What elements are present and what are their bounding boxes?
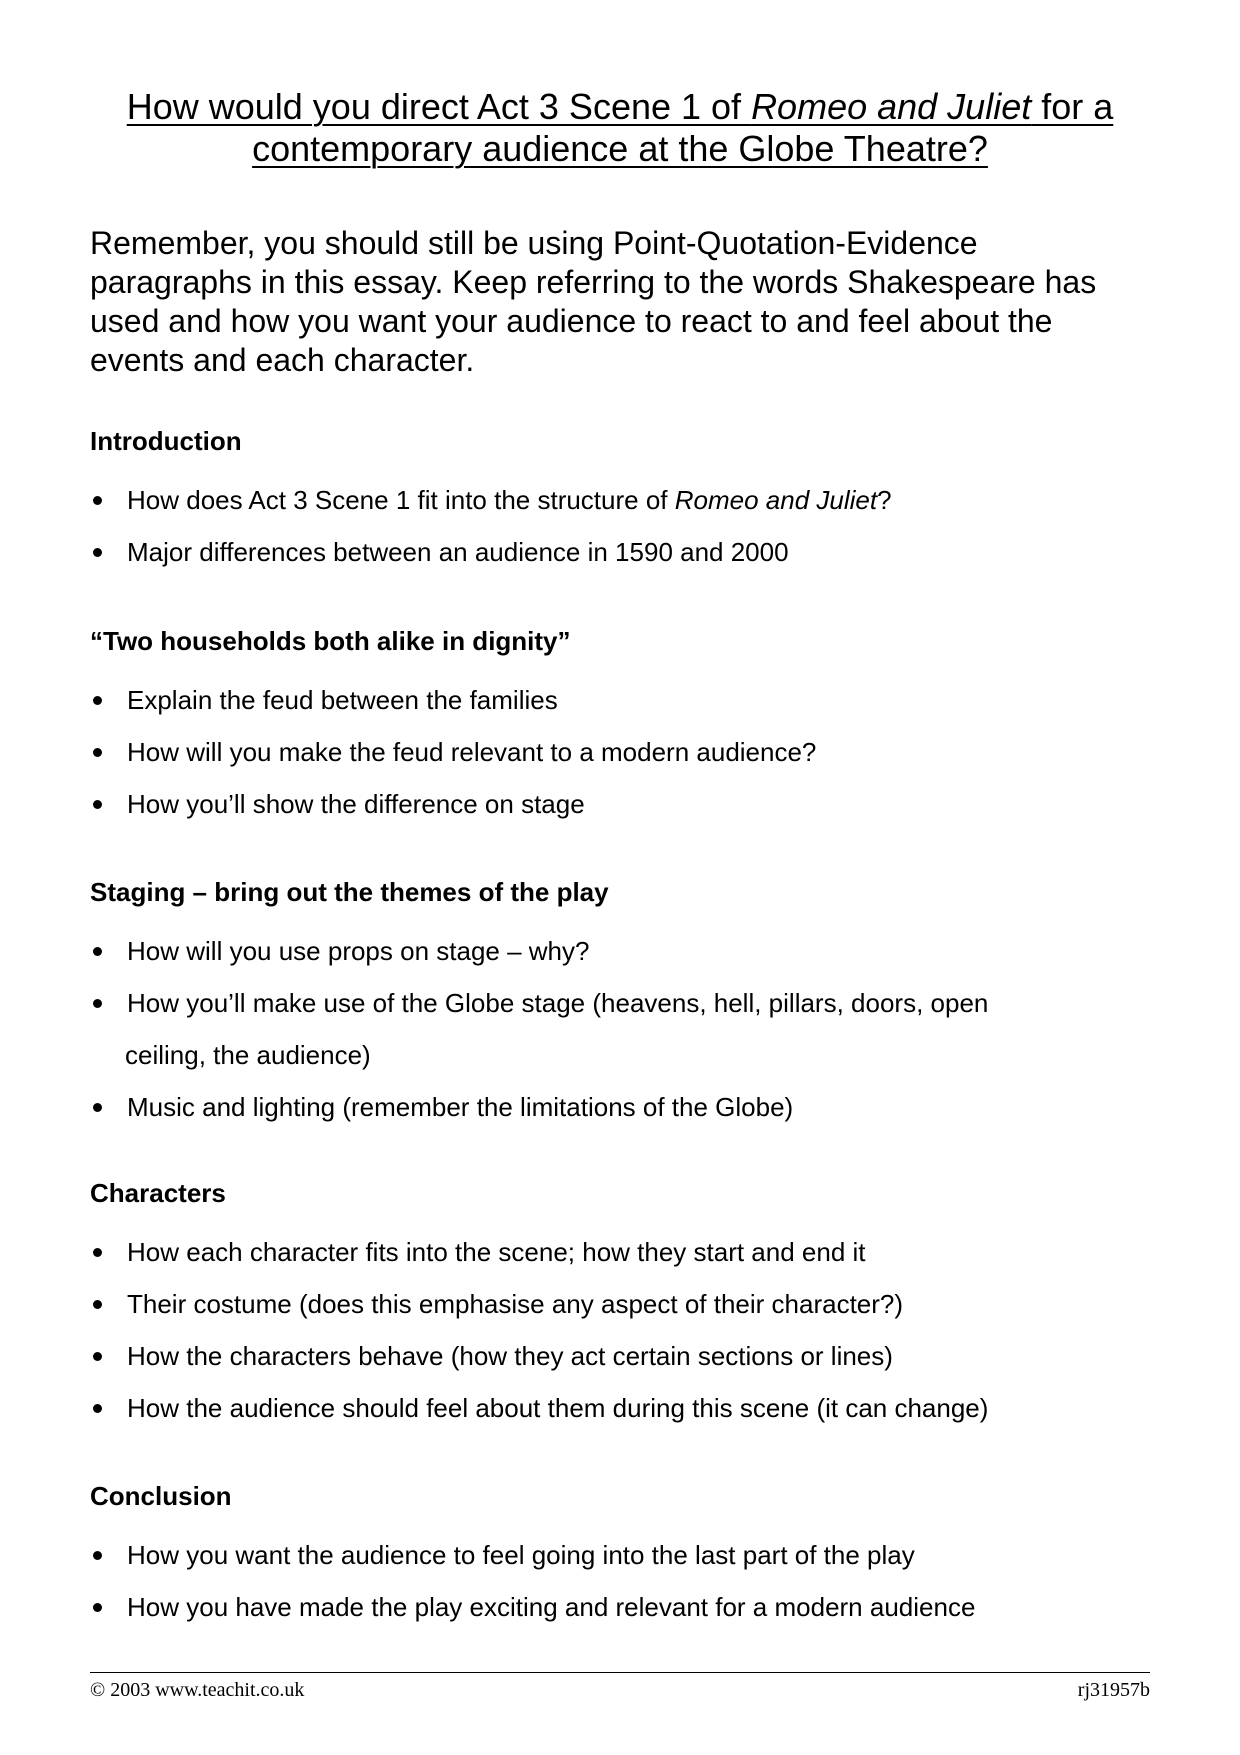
list-item: How each character fits into the scene; how they start and end it: [90, 1226, 1170, 1278]
bullet-icon: [93, 999, 102, 1008]
list-item: How you want the audience to feel going into the last part of the play: [90, 1529, 1170, 1581]
section-households: [90, 626, 1170, 830]
bullet-list: [90, 474, 1170, 578]
section-heading: Introduction: [90, 426, 242, 456]
bullet-list: [90, 1226, 1170, 1434]
bullet-icon: [93, 1300, 102, 1309]
list-item: How you’ll make use of the Globe stage (heavens, hell, pillars, doors, open ceiling, the audience): [90, 977, 1170, 1081]
bullet-icon: [93, 1404, 102, 1413]
bullet-icon: [93, 748, 102, 757]
list-item: How will you make the feud relevant to a modern audience?: [90, 726, 1170, 778]
section-heading: “Two households both alike in dignity”: [90, 626, 571, 656]
list-item: Major differences between an audience in 1590 and 2000: [90, 526, 1170, 578]
bullet-list: [90, 674, 1170, 830]
list-item: How you have made the play exciting and relevant for a modern audience: [90, 1581, 1170, 1633]
bullet-icon: [93, 1551, 102, 1560]
section-staging: [90, 877, 1170, 1133]
list-item: How does Act 3 Scene 1 fit into the structure of Romeo and Juliet?: [90, 474, 1170, 526]
bullet-icon: [93, 947, 102, 956]
footer-reference-code: rj31957b: [1077, 1679, 1150, 1701]
bullet-icon: [93, 1603, 102, 1612]
title-play-name: Romeo and Juliet: [751, 86, 1032, 127]
list-item: How the characters behave (how they act certain sections or lines): [90, 1330, 1170, 1382]
footer-copyright: © 2003 www.teachit.co.uk: [90, 1679, 305, 1701]
bullet-list: [90, 925, 1170, 1133]
list-item: Explain the feud between the families: [90, 674, 1170, 726]
bullet-icon: [93, 1103, 102, 1112]
footer-divider: [90, 1672, 1150, 1673]
bullet-icon: [93, 800, 102, 809]
title-line-2: contemporary audience at the Globe Theatre?: [252, 128, 988, 169]
list-item: How will you use props on stage – why?: [90, 925, 1170, 977]
title-line-1: How would you direct Act 3 Scene 1 of Romeo and Juliet for a: [126, 86, 1114, 127]
section-characters: [90, 1178, 1170, 1434]
bullet-icon: [93, 1248, 102, 1257]
list-item: How the audience should feel about them during this scene (it can change): [90, 1382, 1170, 1434]
list-item: Their costume (does this emphasise any aspect of their character?): [90, 1278, 1170, 1330]
section-introduction: [90, 426, 1170, 578]
bullet-icon: [93, 496, 102, 505]
page-title: [90, 86, 1150, 170]
section-heading: Characters: [90, 1178, 226, 1208]
intro-paragraph: Remember, you should still be using Point-Quotation-Evidence paragraphs in this essay. Keep referring to the words Shakespeare has used and how you want your audience to react to and feel about the events and each character.: [90, 225, 1097, 378]
section-conclusion: [90, 1481, 1170, 1633]
list-item: How you’ll show the difference on stage: [90, 778, 1170, 830]
list-item: Music and lighting (remember the limitations of the Globe): [90, 1081, 1170, 1133]
section-heading: Conclusion: [90, 1481, 232, 1511]
bullet-icon: [93, 548, 102, 557]
bullet-icon: [93, 1352, 102, 1361]
bullet-icon: [93, 696, 102, 705]
section-heading: Staging – bring out the themes of the play: [90, 877, 609, 907]
bullet-list: [90, 1529, 1170, 1633]
